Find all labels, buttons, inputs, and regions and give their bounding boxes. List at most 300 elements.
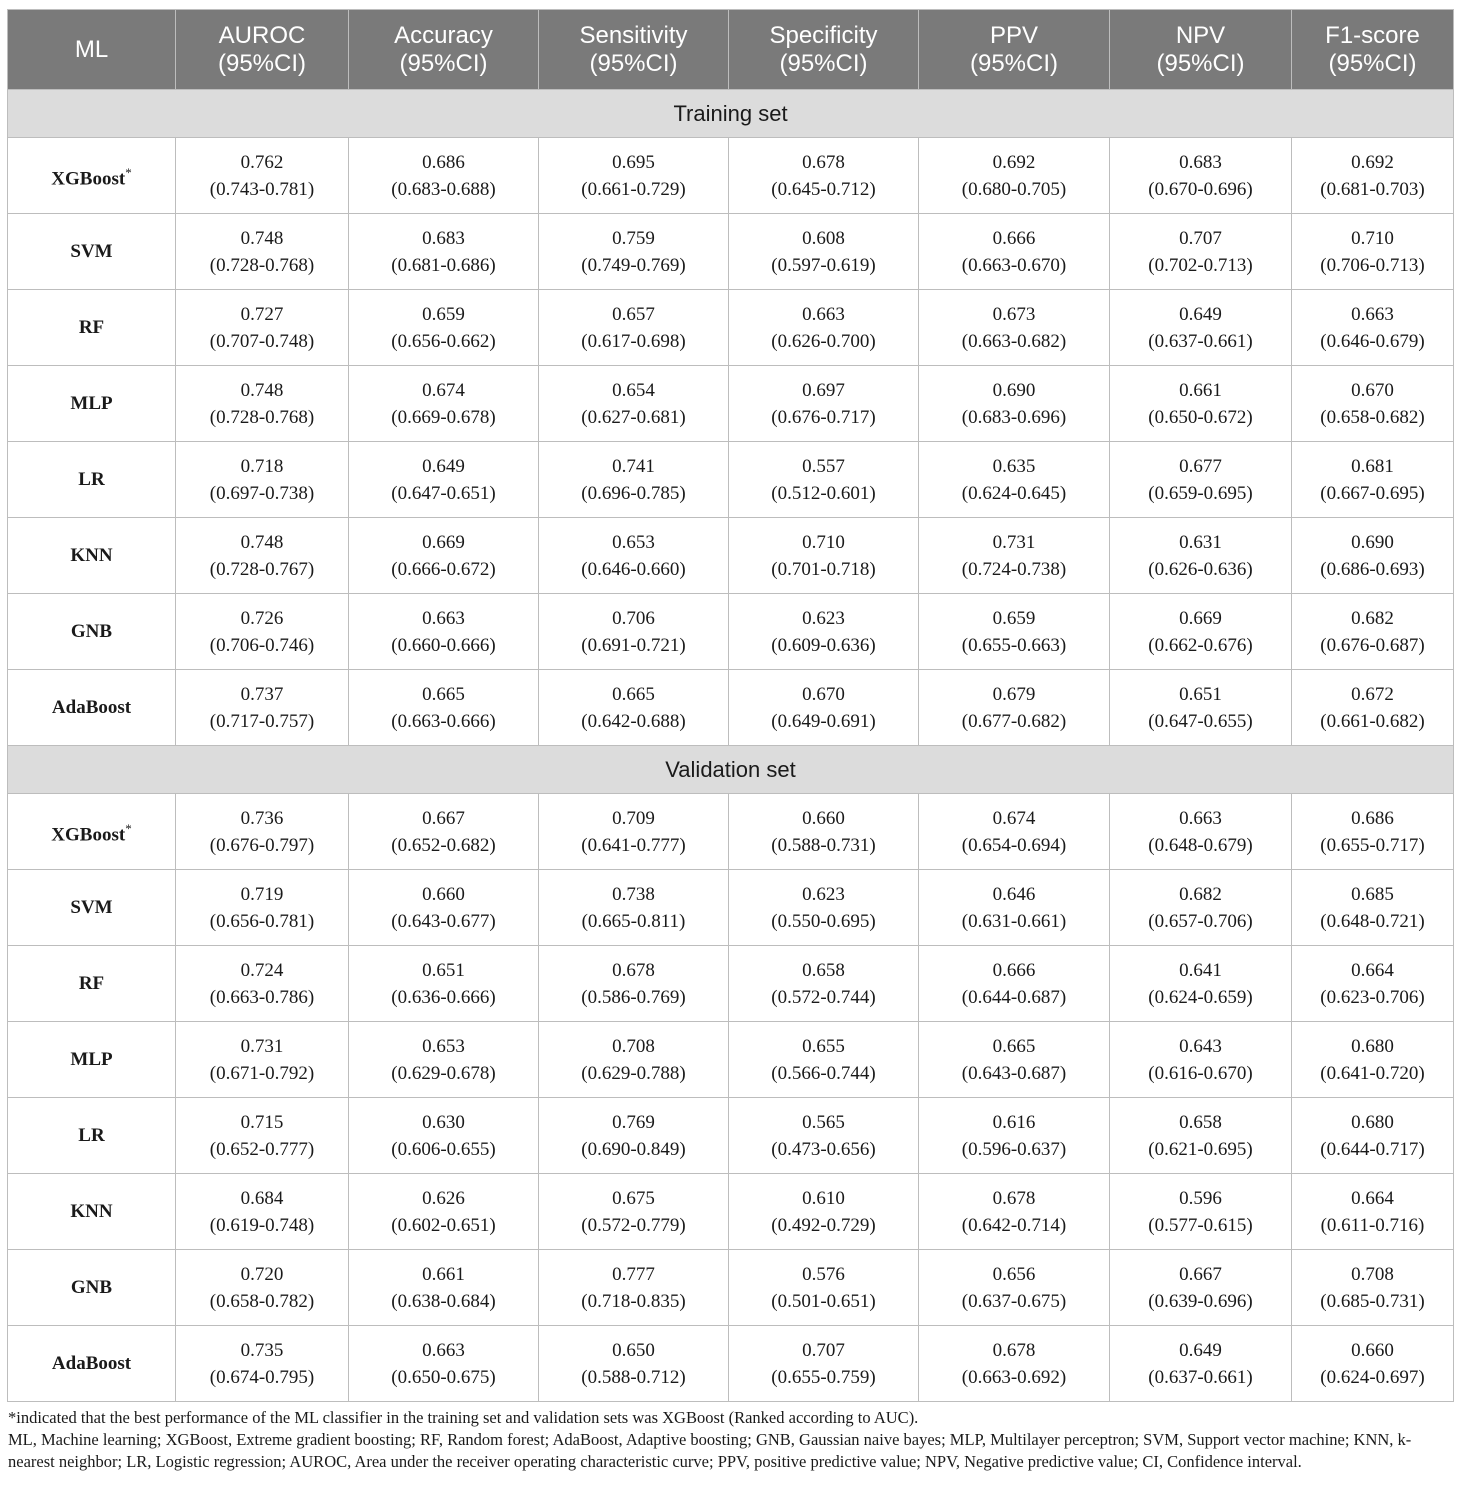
metric-cell-auroc xyxy=(176,138,349,214)
metric-value: 0.663 xyxy=(422,607,465,629)
metric-ci: (0.629-0.788) xyxy=(581,1062,686,1084)
table-row xyxy=(8,1022,1454,1098)
metric-ci: (0.596-0.637) xyxy=(961,1138,1067,1160)
metric-value: 0.683 xyxy=(1179,151,1222,173)
metric-cell-specificity xyxy=(729,290,919,366)
metric-ci: (0.626-0.636) xyxy=(1148,558,1253,580)
model-name: AdaBoost xyxy=(51,1353,132,1374)
metric-cell-accuracy xyxy=(349,290,539,366)
model-name-cell xyxy=(8,290,176,366)
metric-cell-accuracy xyxy=(349,594,539,670)
metric-ci: (0.621-0.695) xyxy=(1148,1138,1253,1160)
metric-cell-f1-score xyxy=(1292,870,1454,946)
section-title: Training set xyxy=(8,90,1454,138)
metric-value: 0.726 xyxy=(240,607,284,629)
metric-value: 0.665 xyxy=(612,683,655,705)
metric-ci: (0.671-0.792) xyxy=(209,1062,315,1084)
metric-cell-sensitivity xyxy=(539,1174,729,1250)
metric-cell-f1-score xyxy=(1292,1250,1454,1326)
metric-ci: (0.501-0.651) xyxy=(771,1290,876,1312)
metric-cell-specificity xyxy=(729,138,919,214)
table-row xyxy=(8,594,1454,670)
metric-value: 0.608 xyxy=(802,227,845,249)
metric-value: 0.724 xyxy=(240,959,284,981)
header-ci-label: (95%CI) xyxy=(1156,49,1245,77)
model-name-cell xyxy=(8,794,176,870)
metric-cell-f1-score xyxy=(1292,794,1454,870)
metric-cell-sensitivity xyxy=(539,366,729,442)
footnote-abbreviations: ML, Machine learning; XGBoost, Extreme gradient boosting; RF, Random forest; AdaBoost, Adaptive boosting; GNB, Gaussian naive bayes; MLP, Multilayer perceptron; SVM, Support vector machine; KNN, k-nearest neighbor; LR, Logistic regression; AUROC, Area under the receiver operating characteristic curve; PPV, positive predictive value; NPV, Negative predictive value; CI, Confidence interval. xyxy=(8,1430,1412,1471)
metric-value: 0.672 xyxy=(1351,683,1394,705)
metric-cell-sensitivity xyxy=(539,1098,729,1174)
metric-ci: (0.624-0.697) xyxy=(1320,1366,1425,1388)
metric-value: 0.679 xyxy=(992,683,1036,705)
metric-value: 0.727 xyxy=(240,303,284,325)
metric-value: 0.631 xyxy=(1179,531,1222,553)
metric-cell-f1-score xyxy=(1292,594,1454,670)
metric-ci: (0.659-0.695) xyxy=(1148,482,1253,504)
metric-cell-specificity xyxy=(729,794,919,870)
metric-ci: (0.619-0.748) xyxy=(209,1214,315,1236)
metric-cell-ppv xyxy=(919,1250,1110,1326)
metric-ci: (0.572-0.779) xyxy=(581,1214,686,1236)
header-label: NPV xyxy=(1175,21,1226,49)
metric-value: 0.656 xyxy=(992,1263,1036,1285)
metric-value: 0.565 xyxy=(802,1111,845,1133)
metric-cell-auroc xyxy=(176,1250,349,1326)
table-row xyxy=(8,366,1454,442)
metric-cell-sensitivity xyxy=(539,794,729,870)
metric-cell-auroc xyxy=(176,214,349,290)
metric-ci: (0.658-0.782) xyxy=(209,1290,315,1312)
metric-cell-f1-score xyxy=(1292,214,1454,290)
metric-value: 0.669 xyxy=(422,531,465,553)
metric-ci: (0.566-0.744) xyxy=(771,1062,876,1084)
metric-cell-sensitivity xyxy=(539,1326,729,1402)
metric-cell-f1-score xyxy=(1292,946,1454,1022)
metric-ci: (0.660-0.666) xyxy=(391,634,496,656)
metric-value: 0.643 xyxy=(1179,1035,1222,1057)
metric-cell-npv xyxy=(1110,594,1292,670)
metric-value: 0.690 xyxy=(992,379,1036,401)
metric-value: 0.680 xyxy=(1351,1111,1394,1133)
metric-ci: (0.656-0.781) xyxy=(209,910,315,932)
metric-ci: (0.661-0.682) xyxy=(1320,710,1425,732)
metric-cell-ppv xyxy=(919,1022,1110,1098)
metric-value: 0.650 xyxy=(612,1339,655,1361)
table-body xyxy=(8,90,1454,1402)
model-name-cell xyxy=(8,1174,176,1250)
model-name: SVM xyxy=(70,897,113,918)
header-ci-label: (95%CI) xyxy=(217,49,307,77)
metric-cell-specificity xyxy=(729,670,919,746)
metric-ci: (0.691-0.721) xyxy=(581,634,686,656)
table-header xyxy=(8,10,1454,90)
metric-cell-ppv xyxy=(919,1326,1110,1402)
metric-cell-f1-score xyxy=(1292,1098,1454,1174)
metric-value: 0.697 xyxy=(802,379,845,401)
footnote-asterisk: *indicated that the best performance of the ML classifier in the training set and validation sets was XGBoost (Ranked according to AUC). xyxy=(8,1408,919,1427)
metric-cell-auroc xyxy=(176,594,349,670)
metric-value: 0.655 xyxy=(802,1035,845,1057)
table-row xyxy=(8,794,1454,870)
metric-cell-accuracy xyxy=(349,946,539,1022)
metric-ci: (0.686-0.693) xyxy=(1320,558,1425,580)
metric-cell-f1-score xyxy=(1292,518,1454,594)
metric-value: 0.708 xyxy=(1351,1263,1394,1285)
model-name: GNB xyxy=(70,621,113,642)
model-name-cell xyxy=(8,870,176,946)
header-label: AUROC xyxy=(218,21,306,49)
header-label: Sensitivity xyxy=(579,21,688,49)
metric-cell-ppv xyxy=(919,1098,1110,1174)
metric-ci: (0.663-0.682) xyxy=(961,330,1067,352)
metric-cell-ppv xyxy=(919,870,1110,946)
model-name-cell xyxy=(8,214,176,290)
metric-ci: (0.690-0.849) xyxy=(581,1138,686,1160)
metric-ci: (0.652-0.682) xyxy=(391,834,496,856)
metric-cell-auroc xyxy=(176,366,349,442)
metric-ci: (0.637-0.661) xyxy=(1148,1366,1253,1388)
table-row xyxy=(8,1098,1454,1174)
metric-value: 0.660 xyxy=(802,807,845,829)
metric-cell-npv xyxy=(1110,138,1292,214)
metric-ci: (0.597-0.619) xyxy=(771,254,876,276)
metric-ci: (0.643-0.677) xyxy=(391,910,496,932)
metric-ci: (0.655-0.663) xyxy=(961,634,1067,656)
metric-value: 0.748 xyxy=(240,531,284,553)
footnotes xyxy=(8,1407,1454,1473)
metric-cell-f1-score xyxy=(1292,366,1454,442)
section-title: Validation set xyxy=(8,746,1454,794)
metric-cell-auroc xyxy=(176,794,349,870)
metric-cell-ppv xyxy=(919,366,1110,442)
metric-ci: (0.648-0.721) xyxy=(1320,910,1425,932)
metric-cell-auroc xyxy=(176,870,349,946)
metric-value: 0.659 xyxy=(992,607,1036,629)
metric-value: 0.649 xyxy=(1179,303,1222,325)
metric-value: 0.653 xyxy=(612,531,655,553)
model-name-cell xyxy=(8,946,176,1022)
metric-ci: (0.663-0.666) xyxy=(391,710,496,732)
metric-ci: (0.683-0.696) xyxy=(961,406,1067,428)
metric-ci: (0.656-0.662) xyxy=(391,330,496,352)
model-name: KNN xyxy=(70,1201,113,1222)
metric-ci: (0.665-0.811) xyxy=(581,910,686,932)
metric-value: 0.708 xyxy=(612,1035,655,1057)
metric-ci: (0.586-0.769) xyxy=(581,986,686,1008)
header-ci-label: (95%CI) xyxy=(399,49,488,77)
metric-ci: (0.643-0.687) xyxy=(961,1062,1067,1084)
metric-value: 0.651 xyxy=(1179,683,1222,705)
metric-cell-sensitivity xyxy=(539,870,729,946)
metric-value: 0.736 xyxy=(240,807,284,829)
header-sensitivity xyxy=(539,10,729,90)
metric-cell-accuracy xyxy=(349,1250,539,1326)
metric-cell-auroc xyxy=(176,518,349,594)
model-name-cell xyxy=(8,442,176,518)
metric-ci: (0.611-0.716) xyxy=(1320,1214,1425,1236)
metric-cell-accuracy xyxy=(349,1098,539,1174)
header-accuracy xyxy=(349,10,539,90)
metric-cell-accuracy xyxy=(349,670,539,746)
header-label: PPV xyxy=(989,21,1039,49)
header-ci-label: (95%CI) xyxy=(969,49,1059,77)
metric-ci: (0.627-0.681) xyxy=(581,406,686,428)
model-name: MLP xyxy=(70,393,113,414)
header-ml xyxy=(8,10,176,90)
metric-ci: (0.648-0.679) xyxy=(1148,834,1253,856)
metric-ci: (0.623-0.706) xyxy=(1320,986,1425,1008)
best-model-marker: * xyxy=(125,164,132,180)
metric-value: 0.707 xyxy=(1179,227,1222,249)
metric-value: 0.686 xyxy=(1351,807,1394,829)
metric-value: 0.769 xyxy=(612,1111,655,1133)
metric-ci: (0.669-0.678) xyxy=(391,406,496,428)
metric-cell-f1-score xyxy=(1292,670,1454,746)
model-name: RF xyxy=(78,973,105,994)
metric-ci: (0.680-0.705) xyxy=(961,178,1067,200)
model-name: LR xyxy=(78,469,105,490)
metric-value: 0.678 xyxy=(992,1187,1036,1209)
metric-ci: (0.650-0.675) xyxy=(391,1366,496,1388)
metric-value: 0.683 xyxy=(422,227,465,249)
metric-cell-f1-score xyxy=(1292,1174,1454,1250)
metric-ci: (0.676-0.717) xyxy=(771,406,876,428)
header-specificity xyxy=(729,10,919,90)
metric-ci: (0.654-0.694) xyxy=(961,834,1067,856)
header-label: ML xyxy=(74,35,109,63)
metric-ci: (0.626-0.700) xyxy=(771,330,876,352)
metric-ci: (0.706-0.713) xyxy=(1320,254,1425,276)
metric-ci: (0.683-0.688) xyxy=(391,178,496,200)
metric-cell-accuracy xyxy=(349,794,539,870)
model-name-cell xyxy=(8,366,176,442)
metric-cell-accuracy xyxy=(349,442,539,518)
metric-ci: (0.677-0.682) xyxy=(961,710,1067,732)
metric-cell-auroc xyxy=(176,1326,349,1402)
metric-value: 0.710 xyxy=(1351,227,1394,249)
metric-cell-sensitivity xyxy=(539,1250,729,1326)
metric-cell-f1-score xyxy=(1292,1326,1454,1402)
metric-ci: (0.512-0.601) xyxy=(771,482,876,504)
metric-cell-npv xyxy=(1110,794,1292,870)
metric-value: 0.719 xyxy=(240,883,284,905)
metric-ci: (0.728-0.768) xyxy=(209,406,315,428)
metric-ci: (0.647-0.651) xyxy=(391,482,496,504)
model-name-cell xyxy=(8,138,176,214)
metric-ci: (0.646-0.660) xyxy=(581,558,686,580)
metric-cell-ppv xyxy=(919,1174,1110,1250)
metric-value: 0.669 xyxy=(1179,607,1222,629)
metric-cell-specificity xyxy=(729,214,919,290)
table-row xyxy=(8,1326,1454,1402)
metric-cell-specificity xyxy=(729,366,919,442)
metric-cell-sensitivity xyxy=(539,138,729,214)
metric-ci: (0.749-0.769) xyxy=(581,254,686,276)
metric-ci: (0.655-0.759) xyxy=(771,1366,876,1388)
metric-value: 0.748 xyxy=(240,227,284,249)
metric-ci: (0.616-0.670) xyxy=(1148,1062,1253,1084)
metric-ci: (0.629-0.678) xyxy=(391,1062,496,1084)
metric-cell-sensitivity xyxy=(539,214,729,290)
metric-value: 0.735 xyxy=(240,1339,284,1361)
section-row xyxy=(8,746,1454,794)
model-name-cell xyxy=(8,1326,176,1402)
metric-ci: (0.617-0.698) xyxy=(581,330,686,352)
metric-value: 0.718 xyxy=(240,455,284,477)
metric-value: 0.666 xyxy=(992,227,1036,249)
model-name: SVM xyxy=(70,241,113,262)
metric-cell-specificity xyxy=(729,946,919,1022)
metric-value: 0.664 xyxy=(1351,1187,1394,1209)
metric-value: 0.680 xyxy=(1351,1035,1394,1057)
metric-ci: (0.641-0.777) xyxy=(581,834,686,856)
metric-value: 0.665 xyxy=(422,683,465,705)
metric-value: 0.692 xyxy=(992,151,1036,173)
metric-value: 0.706 xyxy=(612,607,655,629)
header-label: Accuracy xyxy=(394,21,493,49)
metric-ci: (0.658-0.682) xyxy=(1320,406,1425,428)
metric-cell-auroc xyxy=(176,290,349,366)
table-row xyxy=(8,138,1454,214)
table-row xyxy=(8,870,1454,946)
metric-cell-auroc xyxy=(176,946,349,1022)
metric-ci: (0.685-0.731) xyxy=(1320,1290,1425,1312)
metric-value: 0.720 xyxy=(240,1263,284,1285)
metric-ci: (0.728-0.768) xyxy=(209,254,315,276)
metric-ci: (0.639-0.696) xyxy=(1148,1290,1253,1312)
metric-ci: (0.724-0.738) xyxy=(961,558,1067,580)
metric-value: 0.596 xyxy=(1179,1187,1222,1209)
metric-cell-auroc xyxy=(176,1022,349,1098)
model-name-cell xyxy=(8,1250,176,1326)
metric-ci: (0.473-0.656) xyxy=(771,1138,876,1160)
metric-ci: (0.681-0.703) xyxy=(1320,178,1425,200)
metric-value: 0.641 xyxy=(1179,959,1222,981)
metric-cell-specificity xyxy=(729,518,919,594)
metric-ci: (0.652-0.777) xyxy=(209,1138,315,1160)
metric-cell-npv xyxy=(1110,670,1292,746)
metric-value: 0.649 xyxy=(422,455,465,477)
header-f1-score xyxy=(1292,10,1454,90)
metric-cell-specificity xyxy=(729,1326,919,1402)
metric-value: 0.653 xyxy=(422,1035,465,1057)
metric-ci: (0.642-0.688) xyxy=(581,710,686,732)
metric-value: 0.675 xyxy=(612,1187,655,1209)
metric-cell-npv xyxy=(1110,1098,1292,1174)
metric-value: 0.663 xyxy=(422,1339,465,1361)
metric-cell-f1-score xyxy=(1292,1022,1454,1098)
model-name: XGBoost xyxy=(51,824,126,846)
metric-ci: (0.609-0.636) xyxy=(771,634,876,656)
table-row xyxy=(8,442,1454,518)
metric-value: 0.738 xyxy=(612,883,655,905)
metric-value: 0.667 xyxy=(1179,1263,1222,1285)
metric-ci: (0.602-0.651) xyxy=(391,1214,496,1236)
metric-ci: (0.666-0.672) xyxy=(391,558,496,580)
model-name: XGBoost xyxy=(51,168,126,190)
header-ci-label: (95%CI) xyxy=(1328,49,1417,77)
header-ppv xyxy=(919,10,1110,90)
metric-value: 0.649 xyxy=(1179,1339,1222,1361)
metric-value: 0.663 xyxy=(802,303,845,325)
metric-value: 0.686 xyxy=(422,151,465,173)
metric-value: 0.682 xyxy=(1179,883,1222,905)
table-row xyxy=(8,670,1454,746)
metric-ci: (0.624-0.645) xyxy=(961,482,1067,504)
metric-value: 0.670 xyxy=(802,683,845,705)
metric-ci: (0.728-0.767) xyxy=(209,558,315,580)
metric-cell-ppv xyxy=(919,594,1110,670)
metric-value: 0.658 xyxy=(1179,1111,1222,1133)
metric-cell-f1-score xyxy=(1292,290,1454,366)
table-row xyxy=(8,946,1454,1022)
metric-cell-npv xyxy=(1110,1174,1292,1250)
metric-ci: (0.667-0.695) xyxy=(1320,482,1425,504)
metric-value: 0.663 xyxy=(1179,807,1222,829)
metric-value: 0.678 xyxy=(612,959,655,981)
metric-ci: (0.637-0.675) xyxy=(961,1290,1067,1312)
metric-ci: (0.588-0.731) xyxy=(771,834,876,856)
metric-cell-auroc xyxy=(176,1174,349,1250)
metric-cell-sensitivity xyxy=(539,1022,729,1098)
metric-cell-accuracy xyxy=(349,366,539,442)
metric-ci: (0.663-0.670) xyxy=(961,254,1067,276)
metric-cell-sensitivity xyxy=(539,290,729,366)
metric-cell-f1-score xyxy=(1292,442,1454,518)
section-row xyxy=(8,90,1454,138)
metric-cell-sensitivity xyxy=(539,442,729,518)
metric-ci: (0.696-0.785) xyxy=(581,482,686,504)
metric-cell-npv xyxy=(1110,366,1292,442)
best-model-marker: * xyxy=(125,820,132,836)
header-label: F1-score xyxy=(1325,21,1420,49)
metric-value: 0.762 xyxy=(240,151,284,173)
model-name: AdaBoost xyxy=(51,697,132,718)
metric-cell-accuracy xyxy=(349,138,539,214)
metric-value: 0.684 xyxy=(240,1187,284,1209)
metric-ci: (0.706-0.746) xyxy=(209,634,315,656)
metric-value: 0.661 xyxy=(1179,379,1222,401)
metric-cell-ppv xyxy=(919,442,1110,518)
metric-cell-sensitivity xyxy=(539,518,729,594)
metric-cell-specificity xyxy=(729,1098,919,1174)
header-auroc xyxy=(176,10,349,90)
metric-value: 0.777 xyxy=(612,1263,655,1285)
metric-value: 0.674 xyxy=(422,379,465,401)
metric-value: 0.737 xyxy=(240,683,284,705)
metric-value: 0.692 xyxy=(1351,151,1394,173)
metric-value: 0.685 xyxy=(1351,883,1394,905)
metric-cell-ppv xyxy=(919,670,1110,746)
metric-value: 0.678 xyxy=(992,1339,1036,1361)
metric-value: 0.682 xyxy=(1351,607,1394,629)
metric-value: 0.660 xyxy=(422,883,465,905)
metric-value: 0.678 xyxy=(802,151,845,173)
metric-cell-accuracy xyxy=(349,1022,539,1098)
metric-value: 0.654 xyxy=(612,379,655,401)
metric-ci: (0.681-0.686) xyxy=(391,254,496,276)
header-label: Specificity xyxy=(769,21,878,49)
metric-ci: (0.657-0.706) xyxy=(1148,910,1253,932)
header-npv xyxy=(1110,10,1292,90)
metric-value: 0.610 xyxy=(802,1187,845,1209)
metric-cell-specificity xyxy=(729,870,919,946)
metric-value: 0.646 xyxy=(992,883,1036,905)
metric-ci: (0.638-0.684) xyxy=(391,1290,496,1312)
metric-value: 0.657 xyxy=(612,303,655,325)
